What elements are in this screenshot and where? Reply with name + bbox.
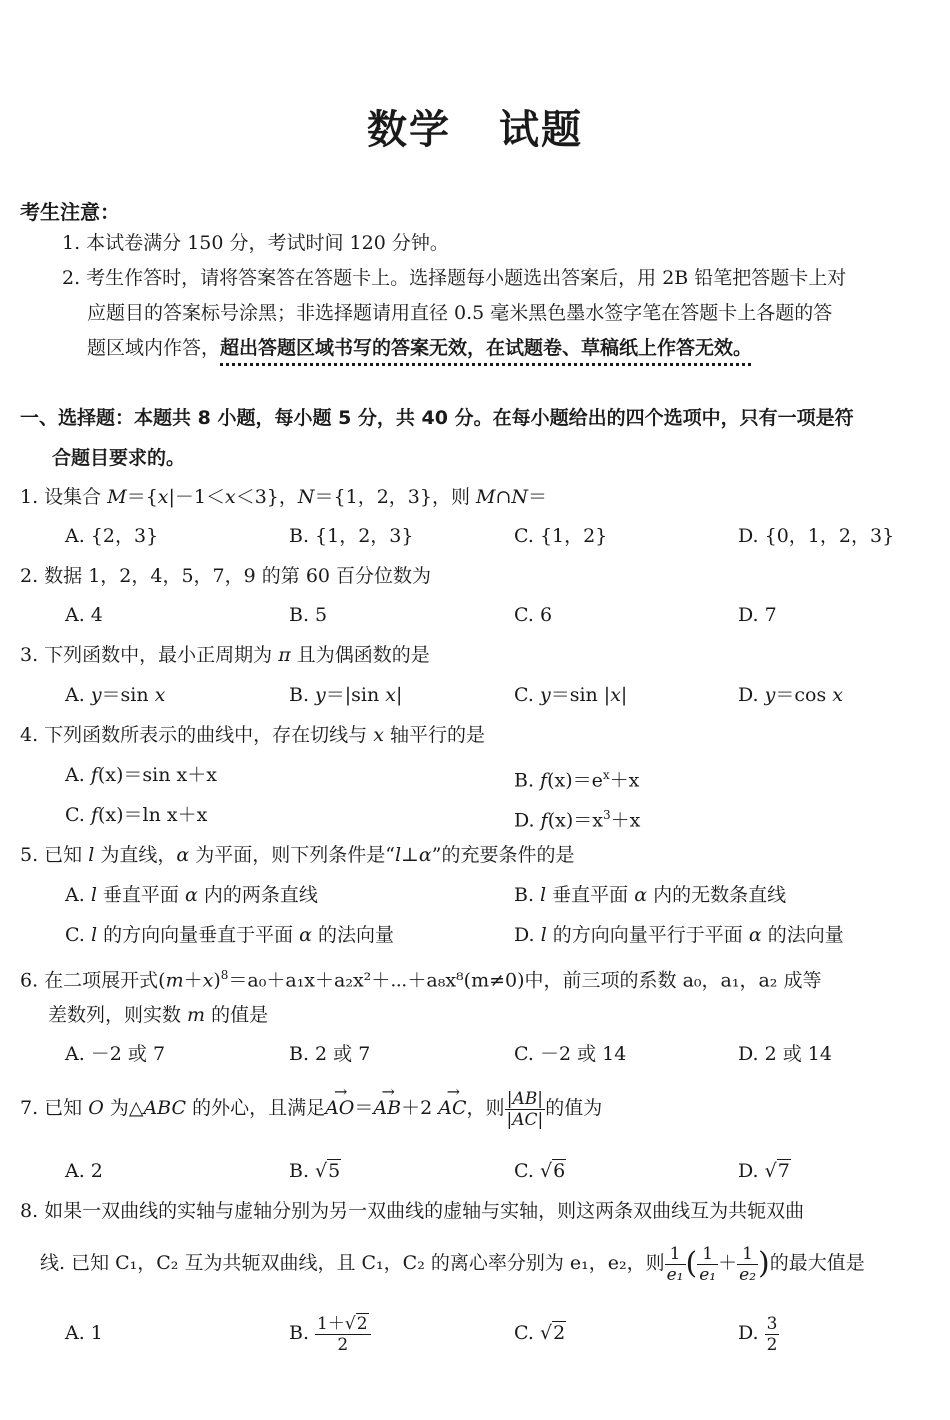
question-6-option-a: A. －2 或 7 xyxy=(65,1043,166,1065)
question-5-option-a: A. l 垂直平面 α 内的两条直线 xyxy=(65,884,318,906)
question-7-option-d: D. √7 xyxy=(738,1160,790,1182)
question-1-option-d: D. {0，1，2，3} xyxy=(738,525,895,547)
question-6-option-c: C. －2 或 14 xyxy=(514,1043,627,1065)
question-8-option-d: D. $\frac{3}{2}$ xyxy=(738,1313,778,1355)
question-1-option-b: B. {1，2，3} xyxy=(289,525,414,547)
page-title xyxy=(0,98,950,155)
question-1-stem: 1. 设集合 M＝{x|－1＜x＜3}，N＝{1，2，3}，则 M∩N＝ xyxy=(20,486,548,508)
section-heading-line-2: 合题目要求的。 xyxy=(52,447,186,469)
question-8-stem-line-2: 线. 已知 C₁，C₂ 互为共轭双曲线，且 C₁，C₂ 的离心率分别为 e₁，e₂，则 $\frac{1}{\text{e₁}}$ ( $\frac{1}{\text{e₁}}$ ＋ $\frac{1}{\text{e₂}}$ )的最大值是 xyxy=(40,1243,865,1285)
question-6-option-b: B. 2 或 7 xyxy=(289,1043,371,1065)
question-4-option-d: D. $f(x)=x^3+x$ xyxy=(514,808,641,832)
question-3-option-a: A. y＝sin x xyxy=(65,684,166,706)
question-5-option-c: C. l 的方向向量垂直于平面 α 的法向量 xyxy=(65,924,395,946)
question-6-stem-line-1: 6. 在二项展开式$(m+x)^8=a_0+a_1x+a_2x^2+\cdots+a_8x^8(m\ne 0)$中，前三项的系数 a₀，a₁，a₂ 成等 xyxy=(20,968,822,992)
question-4-option-c: C. f(x)＝ln x＋x xyxy=(65,804,208,826)
question-2-option-c: C. 6 xyxy=(514,604,553,626)
question-1-option-a: A. {2，3} xyxy=(65,525,159,547)
question-5-option-d: D. l 的方向向量平行于平面 α 的法向量 xyxy=(514,924,844,946)
question-8-option-b: B. $\frac{1+√2}{2}$ xyxy=(289,1310,371,1356)
notice-heading: 考生注意： xyxy=(20,200,120,224)
notice-item-2-line-2: 应题目的答案标号涂黑；非选择题请用直径 0.5 毫米黑色墨水签字笔在答题卡上各题的答 xyxy=(87,302,833,324)
question-2-option-b: B. 5 xyxy=(289,604,328,626)
question-3-option-c: C. y＝sin |x| xyxy=(514,684,628,706)
vector-ao: → AO xyxy=(325,1086,354,1130)
question-7-fraction: $\frac{|AB|}{|AC|}$ xyxy=(506,1088,544,1130)
notice-item-2-line-3 xyxy=(87,335,752,361)
question-2-option-a: A. 4 xyxy=(65,604,103,626)
question-5-stem: 5. 已知 l 为直线，α 为平面，则下列条件是“l⊥α”的充要条件的是 xyxy=(20,844,575,866)
notice-item-1: 1. 本试卷满分 150 分，考试时间 120 分钟。 xyxy=(62,232,449,254)
notice-emphasis: 超出答题区域书写的答案无效，在试题卷、草稿纸上作答无效。 xyxy=(220,337,753,359)
question-6-stem-line-2: 差数列，则实数 m 的值是 xyxy=(48,1004,269,1026)
question-7-option-a: A. 2 xyxy=(65,1160,103,1182)
vector-ab: → AB xyxy=(373,1086,401,1130)
question-3-stem: 3. 下列函数中，最小正周期为 π 且为偶函数的是 xyxy=(20,644,430,666)
question-8-option-c: C. √2 xyxy=(514,1322,566,1344)
section-heading-line-1: 一、选择题：本题共 8 小题，每小题 5 分，共 40 分。在每小题给出的四个选项中，只有一项是符 xyxy=(20,407,854,429)
question-7-option-b: B. √5 xyxy=(289,1160,341,1182)
question-8-stem-line-1: 8. 如果一双曲线的实轴与虚轴分别为另一双曲线的虚轴与实轴，则这两条双曲线互为共轭双曲 xyxy=(20,1200,805,1222)
question-1-option-c: C. {1，2} xyxy=(514,525,608,547)
question-6-option-d: D. 2 或 14 xyxy=(738,1043,832,1065)
question-2-stem: 2. 数据 1，2，4，5，7，9 的第 60 百分位数为 xyxy=(20,565,432,587)
question-3-option-b: B. y＝|sin x| xyxy=(289,684,403,706)
question-4-option-b: B. $f(x)=e^x+x$ xyxy=(514,768,640,792)
question-7-stem: 7. 已知 O 为△ABC 的外心，且满足→ AO＝→ AB＋2 → AC，则 $\frac{|AB|}{|AC|}$ 的值为 xyxy=(20,1086,602,1130)
title-subject: 数学 xyxy=(367,106,451,153)
question-5-option-b: B. l 垂直平面 α 内的无数条直线 xyxy=(514,884,787,906)
question-4-stem: 4. 下列函数所表示的曲线中，存在切线与 x 轴平行的是 xyxy=(20,724,485,746)
question-4-option-a: A. f(x)＝sin x＋x xyxy=(65,764,217,786)
question-3-option-d: D. y＝cos x xyxy=(738,684,843,706)
question-8-option-a: A. 1 xyxy=(65,1322,103,1344)
notice-item-2-line-1: 2. 考生作答时，请将答案答在答题卡上。选择题每小题选出答案后，用 2B 铅笔把答题卡上对 xyxy=(62,267,847,289)
question-7-option-c: C. √6 xyxy=(514,1160,566,1182)
title-word: 试题 xyxy=(499,106,583,153)
notice-text: 题区域内作答， xyxy=(87,337,221,359)
question-2-option-d: D. 7 xyxy=(738,604,777,626)
vector-ac: → AC xyxy=(438,1086,466,1130)
